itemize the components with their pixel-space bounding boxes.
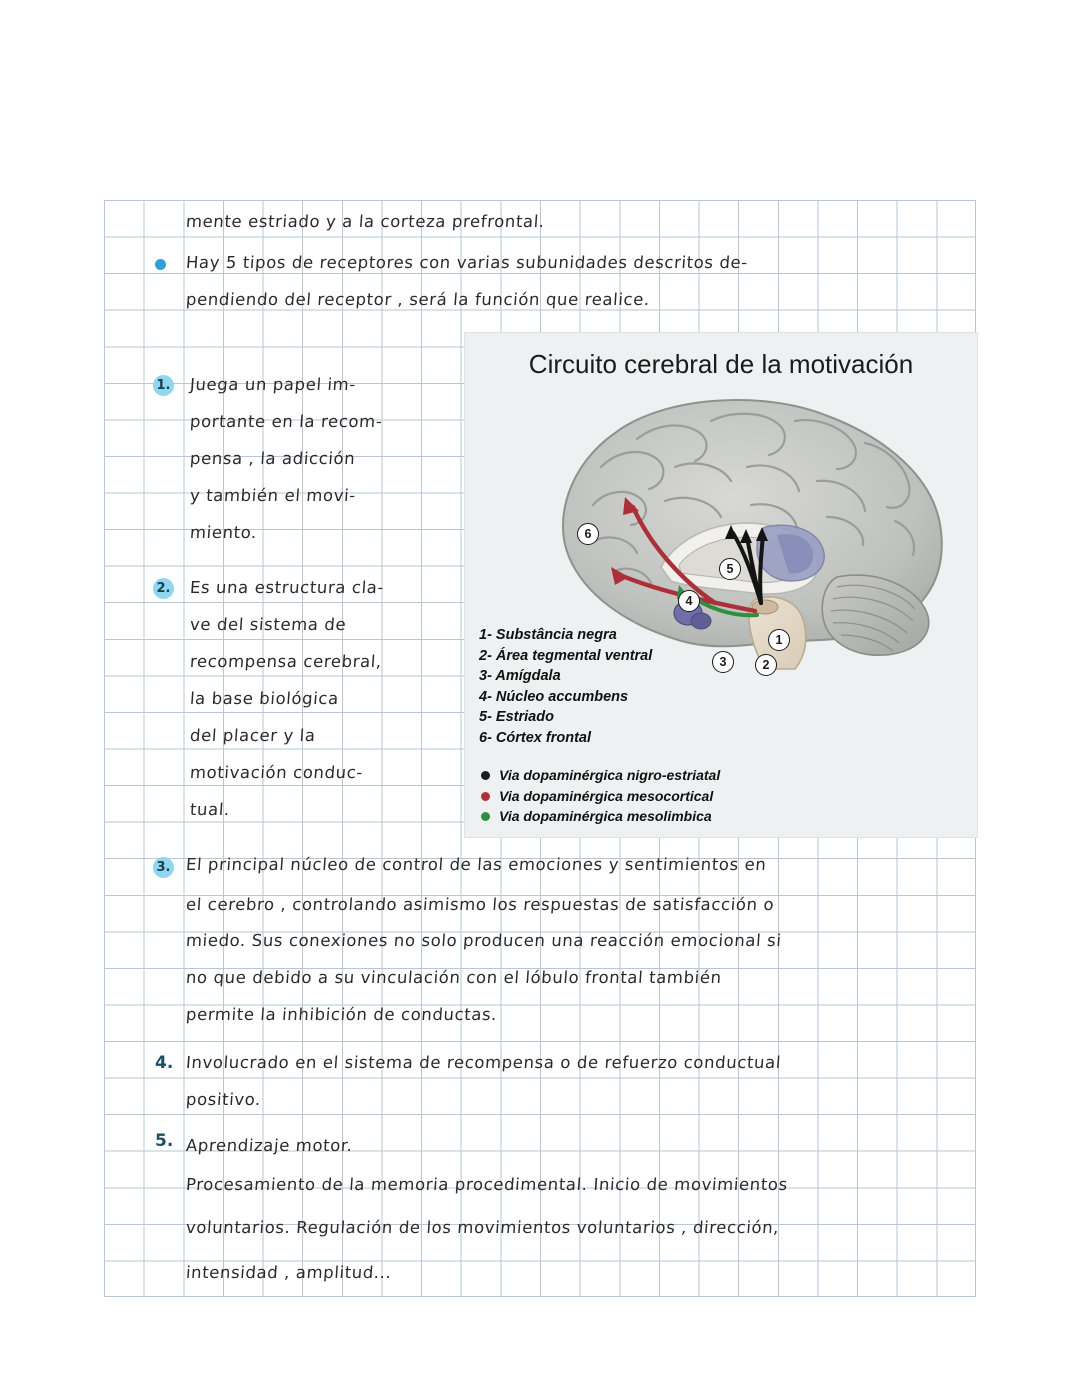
legend-item: 5- Estriado: [479, 709, 554, 725]
pathway-legend-item: Via dopaminérgica mesocortical: [479, 786, 720, 807]
pathway-legend-item: Via dopaminérgica nigro-estriatal: [479, 765, 720, 786]
note-line: no que debido a su vinculación con el lóbulo frontal también: [185, 968, 723, 987]
legend-item: 4- Núcleo accumbens: [479, 688, 629, 705]
note-line: pensa , la adicción: [189, 449, 356, 468]
note-line: El principal núcleo de control de las emociones y sentimientos en: [185, 855, 768, 874]
note-line: Aprendizaje motor.: [185, 1136, 354, 1155]
note-line: Es una estructura cla-: [189, 578, 385, 597]
note-line: portante en la recom-: [189, 412, 384, 431]
note-line: voluntarios. Regulación de los movimientos voluntarios , dirección,: [185, 1218, 780, 1237]
bullet-dot-icon: [155, 259, 166, 270]
note-line: del placer y la: [189, 726, 317, 745]
figure-callout-number: 5: [719, 558, 741, 580]
list-number-marker: 3.: [153, 857, 174, 878]
legend-item: 2- Área tegmental ventral: [479, 647, 653, 664]
note-line: positivo.: [185, 1090, 262, 1109]
note-line: mente estriado y a la corteza prefrontal.: [185, 212, 546, 231]
note-line: y también el movi-: [189, 486, 357, 505]
figure-pathway-legend: [479, 765, 720, 827]
note-line: motivación conduc-: [189, 763, 364, 782]
note-line: recompensa cerebral,: [189, 652, 383, 671]
note-line: ve del sistema de: [189, 615, 347, 634]
list-number-marker: 4.: [155, 1053, 174, 1073]
legend-item: 1- Substância negra: [479, 627, 617, 643]
figure-callout-number: 1: [768, 629, 790, 651]
note-line: miento.: [189, 523, 258, 542]
list-number-marker: 2.: [153, 578, 174, 599]
note-line: Juega un papel im-: [189, 375, 357, 394]
list-number-marker: 5.: [155, 1131, 174, 1151]
pathway-legend-item: Via dopaminérgica mesolimbica: [479, 806, 720, 827]
figure-title: Circuito cerebral de la motivación: [528, 349, 914, 379]
note-line: intensidad , amplitud...: [185, 1263, 393, 1282]
note-line: tual.: [189, 800, 231, 819]
figure-legend: [479, 625, 652, 748]
list-number-marker: 1.: [153, 375, 174, 396]
note-line: pendiendo del receptor , será la función que realice.: [185, 290, 651, 309]
figure-callout-number: 3: [712, 651, 734, 673]
figure-callout-number: 4: [678, 590, 700, 612]
figure-callout-number: 6: [577, 523, 599, 545]
note-line: el cerebro , controlando asimismo los respuestas de satisfacción o: [185, 895, 775, 914]
note-line: miedo. Sus conexiones no solo producen una reacción emocional si: [185, 931, 783, 950]
note-line: permite la inhibición de conductas.: [185, 1005, 498, 1024]
note-line: Procesamiento de la memoria procedimental. Inicio de movimientos: [185, 1175, 789, 1194]
legend-item: 6- Córtex frontal: [479, 729, 591, 746]
note-line: la base biológica: [189, 689, 340, 708]
note-line: Involucrado en el sistema de recompensa o de refuerzo conductual: [185, 1053, 782, 1072]
legend-item: 3- Amígdala: [479, 668, 561, 684]
brain-diagram-figure: [465, 333, 977, 837]
note-line: Hay 5 tipos de receptores con varias subunidades descritos de-: [185, 253, 749, 272]
figure-callout-number: 2: [755, 654, 777, 676]
